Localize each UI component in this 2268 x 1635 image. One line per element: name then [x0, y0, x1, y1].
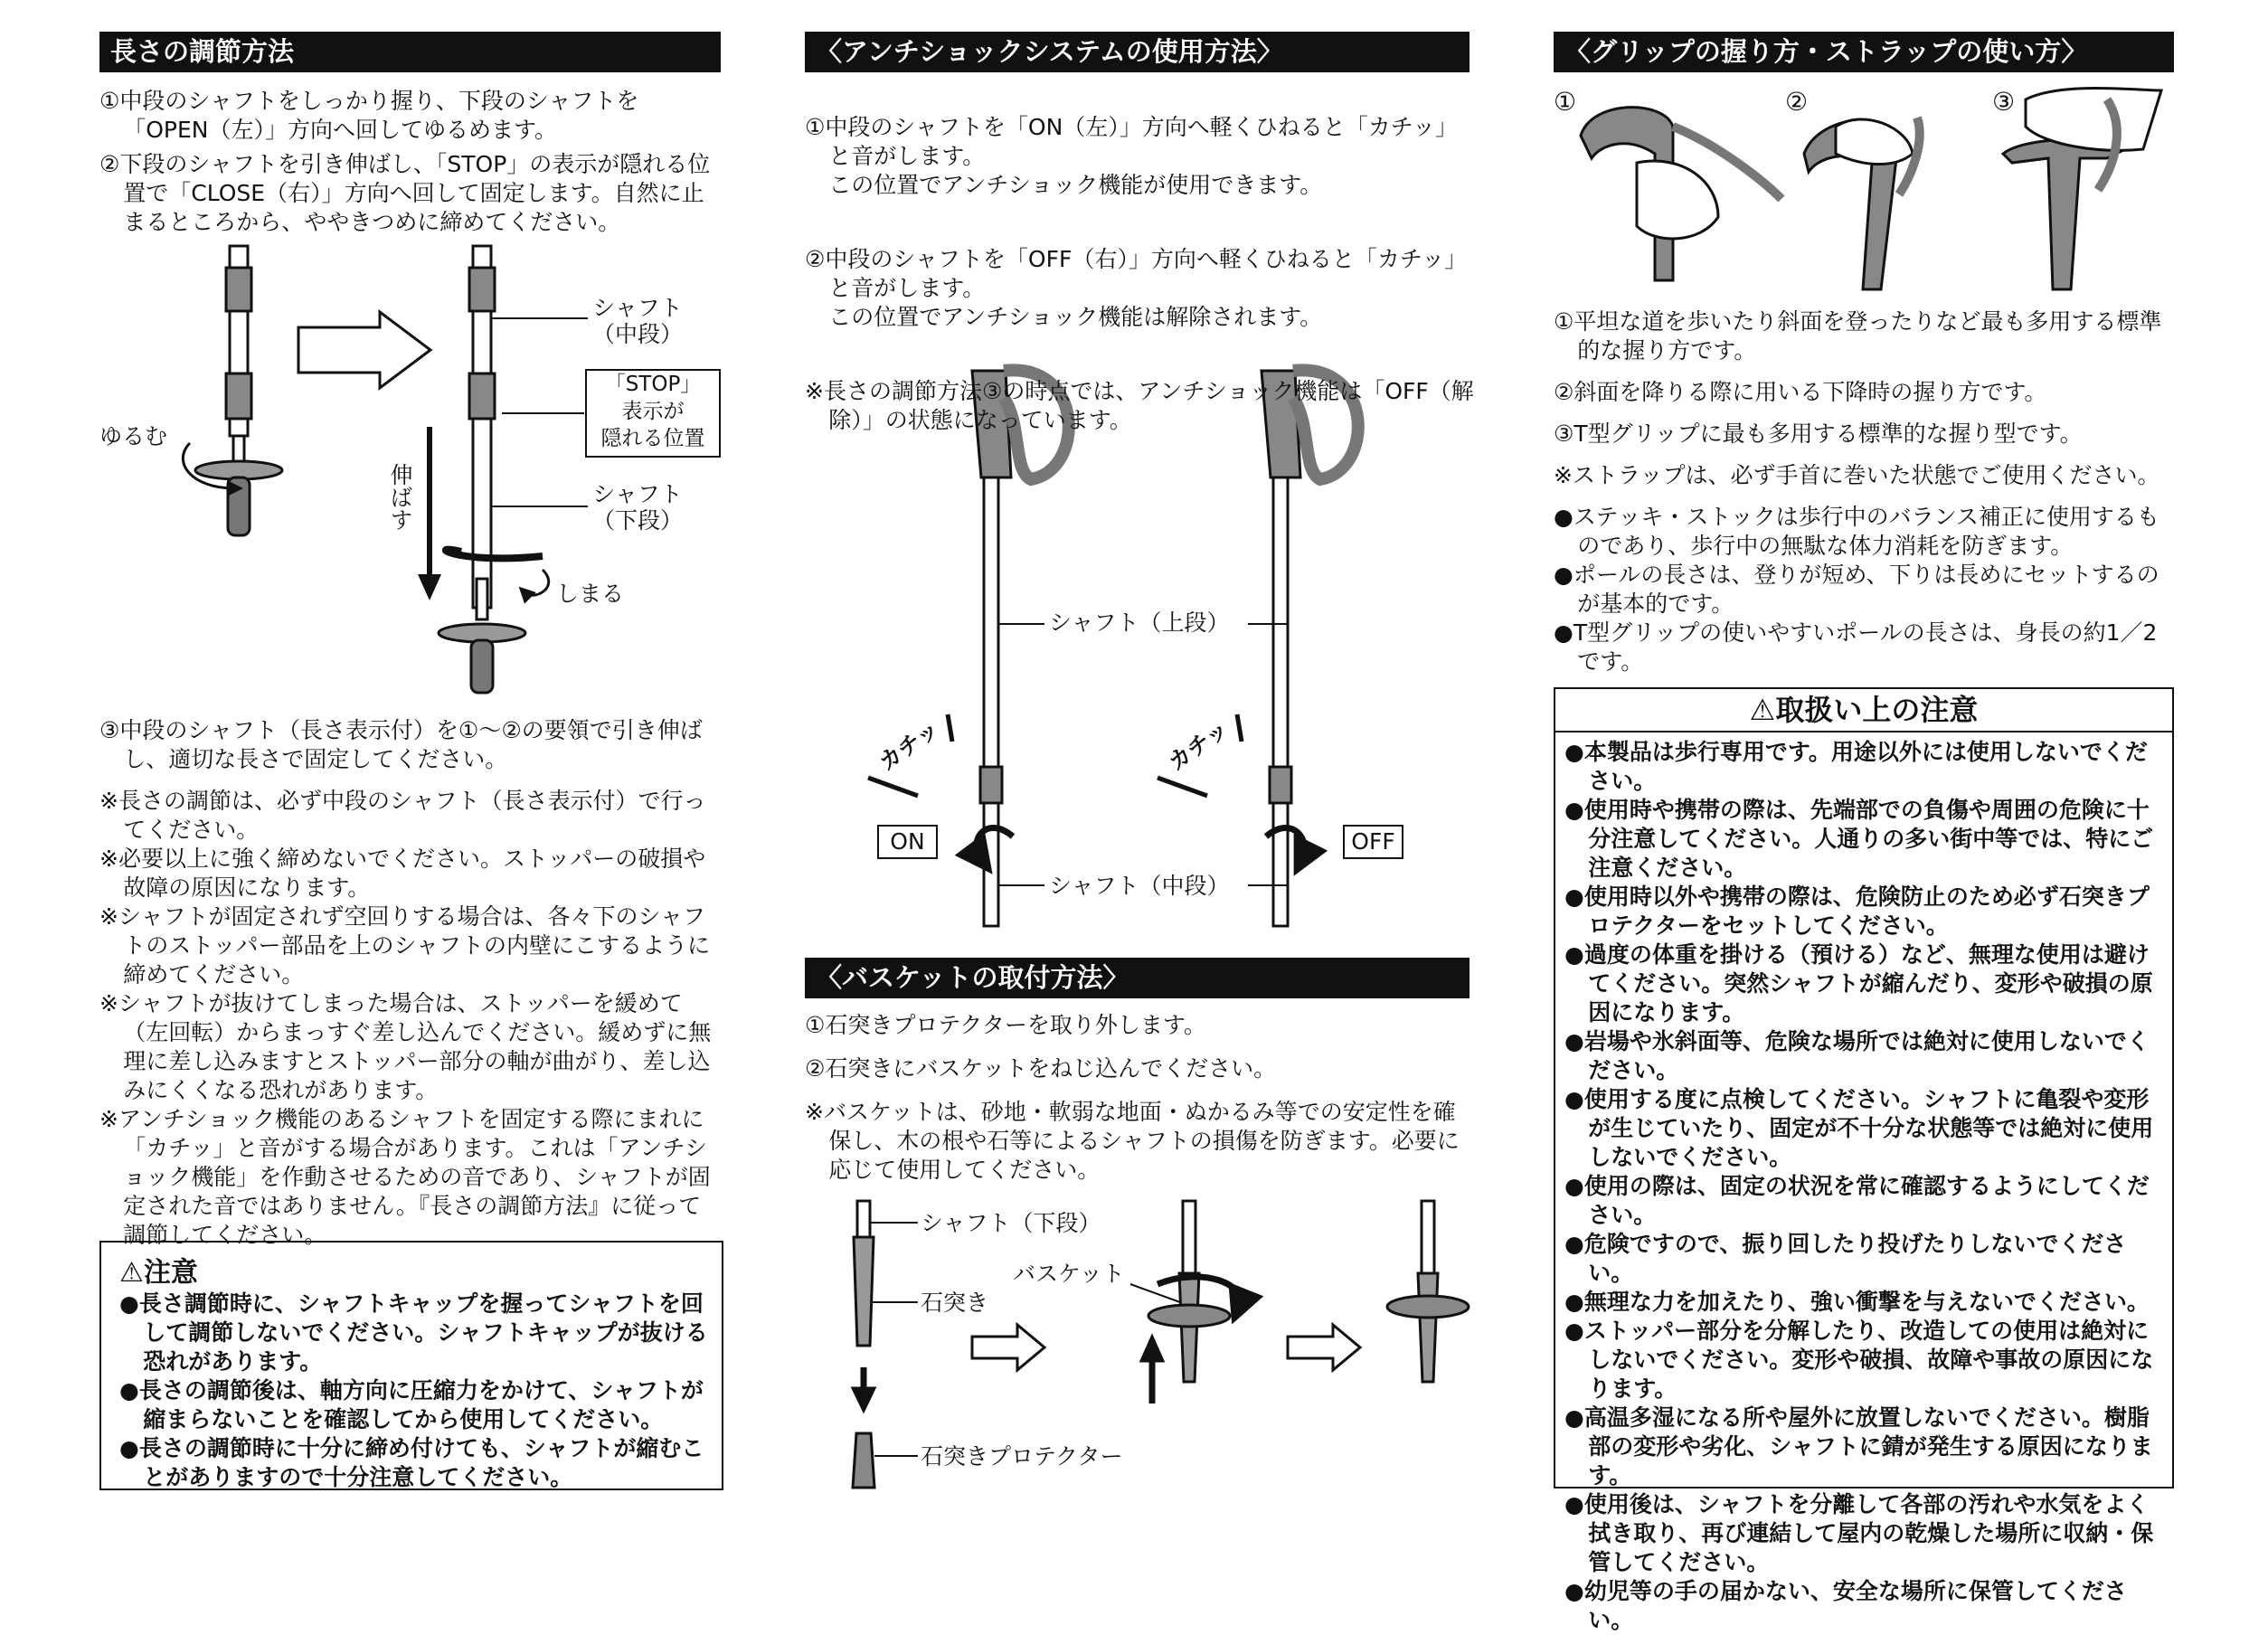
grip-item: ②斜面を降りる際に用いる下降時の握り方です。: [1554, 379, 2047, 405]
length-note: ※シャフトが抜けてしまった場合は、ストッパーを緩めて（左回転）からまっすぐ差し込んでください。緩めずに無理に差し込みますとストッパー部分の軸が曲がり、差し込みにくくなる恐れがあります。: [99, 990, 712, 1103]
basket-step-2: ②石突きにバスケットをねじ込んでください。: [805, 1055, 1277, 1082]
length-step-1: ①中段のシャフトをしっかり握り、下段のシャフトを「OPEN（左）」方向へ回してゆるめます。: [99, 88, 639, 143]
grip-illustration-2: [1804, 118, 1920, 289]
grip-item: ①平坦な道を歩いたり斜面を登ったりなど最も多用する標準的な握り方です。: [1554, 308, 2162, 364]
handling-item: ●高温多湿になる所や屋外に放置しないでください。樹脂部の変形や劣化、シャフトに錆が発生する原因になります。: [1564, 1404, 2153, 1489]
length-caution-box: [99, 1241, 723, 1490]
outline-arrow-right: [298, 312, 430, 388]
pole-loosen-illustration: [183, 246, 282, 535]
label-click-on: カチッ: [874, 715, 944, 776]
caution-item: ●長さ調節時に、シャフトキャップを握ってシャフトを回して調節しないでください。シャフトキャップが抜ける恐れがあります。: [119, 1290, 708, 1375]
caution-item: ●長さの調節時に十分に締め付けても、シャフトが縮むことがありますので十分注意してください。: [119, 1435, 704, 1490]
outline-arrow-right: [972, 1325, 1044, 1370]
grip-figure-number-2: ②: [1785, 87, 1809, 117]
length-note: ※長さの調節は、必ず中段のシャフト（長さ表示付）で行ってください。: [99, 788, 706, 843]
basket-header: 〈バスケットの取付方法〉: [805, 958, 1469, 998]
handling-caution-box: [1554, 687, 2174, 1633]
label-shaft-middle: シャフト （中段）: [592, 295, 684, 347]
label-tip: 石突き: [921, 1290, 989, 1316]
length-adjust-header: 長さの調節方法: [99, 32, 721, 72]
handling-item: ●岩場や氷斜面等、危険な場所では絶対に使用しないでください。: [1564, 1028, 2150, 1083]
label-extend: 伸ばす: [387, 463, 413, 531]
strap-note: ※ストラップは、必ず手首に巻いた状態でご使用ください。: [1554, 462, 2160, 488]
length-note: ※必要以上に強く締めないでください。ストッパーの破損や故障の原因になります。: [99, 846, 706, 901]
handling-item: ●使用時以外や携帯の際は、危険防止のため必ず石突きプロテクターをセットしてください。: [1564, 884, 2150, 939]
antishock-steps: [805, 84, 1474, 469]
off-label-box: OFF: [1343, 825, 1403, 859]
label-loosen: ゆるむ: [99, 423, 168, 449]
grip-header: 〈グリップの握り方・ストラップの使い方〉: [1554, 32, 2174, 72]
basket-step2-illustration: [1130, 1201, 1240, 1403]
label-shaft-lower: シャフト（下段）: [921, 1210, 1101, 1236]
basket-attached-illustration: [1387, 1201, 1469, 1382]
length-adjust-steps: [99, 87, 723, 242]
grip-instructions: [1554, 307, 2178, 676]
length-note: ※シャフトが固定されず空回りする場合は、各々下のシャフトのストッパー部品を上のシャフトの内壁にこするように締めてください。: [99, 903, 711, 988]
handling-item: ●使用する度に点検してください。シャフトに亀裂や変形が生じていたり、固定が不十分な状態等では絶対に使用しないでください。: [1564, 1086, 2154, 1170]
handling-item: ●無理な力を加えたり、強い衝撃を与えないでください。: [1564, 1289, 2150, 1315]
antishock-step-1: ①中段のシャフトを「ON（左）」方向へ軽くひねると「カチッ」と音がします。 この位置でアンチショック機能が使用できます。: [805, 114, 1459, 198]
grip-illustration-3: [2003, 89, 2161, 290]
stop-indicator-box: 「STOP」 表示が 隠れる位置: [585, 369, 721, 458]
length-notes: [99, 716, 723, 1250]
label-shaft-upper: シャフト（上段）: [1049, 610, 1230, 636]
basket-steps: [805, 1011, 1474, 1190]
length-step-3: ③中段のシャフト（長さ表示付）を①～②の要領で引き伸ばし、適切な長さで固定してください。: [99, 717, 703, 772]
grip-bullet: ●T型グリップの使いやすいポールの長さは、身長の約1／2です。: [1554, 619, 2158, 675]
label-shaft-middle: シャフト（中段）: [1049, 873, 1230, 899]
basket-note: ※バスケットは、砂地・軟弱な地面・ぬかるみ等での安定性を確保し、木の根や石等によるシャフトの損傷を防ぎます。必要に応じて使用してください。: [805, 1099, 1460, 1183]
handling-item: ●使用の際は、固定の状況を常に確認するようにしてください。: [1564, 1173, 2150, 1228]
basket-step1-illustration: [853, 1201, 918, 1488]
grip-bullet: ●ステッキ・ストックは歩行中のバランス補正に使用するものであり、歩行中の無駄な体力消耗を防ぎます。: [1554, 504, 2159, 559]
label-click-off: カチッ: [1163, 715, 1233, 776]
handling-item: ●使用時や携帯の際は、先端部での負傷や周囲の危険に十分注意してください。人通りの多い街中等では、特にご注意ください。: [1564, 797, 2154, 881]
arrow-down-extend: [418, 427, 441, 600]
caution-title: ⚠注意: [119, 1257, 198, 1289]
handling-item: ●過度の体重を掛ける（預ける）など、無理な使用は避けてください。突然シャフトが縮んだり、変形や破損の原因になります。: [1564, 941, 2153, 1025]
handling-caution-title: ⚠取扱い上の注意: [1555, 689, 2172, 732]
grip-illustration-1: [1581, 108, 1781, 280]
handling-item: ●本製品は歩行専用です。用途以外には使用しないでください。: [1564, 739, 2148, 794]
handling-item: ●ストッパー部分を分解したり、改造しての使用は絶対にしないでください。変形や破損、故障や事故の原因になります。: [1564, 1318, 2154, 1402]
grip-bullet: ●ポールの長さは、登りが短め、下りは長めにセットするのが基本的です。: [1554, 562, 2159, 617]
grip-figure-number-1: ①: [1554, 87, 1577, 117]
label-tip-protector: 石突きプロテクター: [921, 1443, 1123, 1470]
label-shaft-lower: シャフト （下段）: [592, 481, 684, 534]
antishock-step-2: ②中段のシャフトを「OFF（右）」方向へ軽くひねると「カチッ」と音がします。 この位置でアンチショック機能は解除されます。: [805, 246, 1468, 330]
grip-figure-number-3: ③: [1992, 87, 2016, 117]
basket-step-1: ①石突きプロテクターを取り外します。: [805, 1012, 1206, 1038]
outline-arrow-right: [1288, 1325, 1360, 1370]
length-note: ※アンチショック機能のあるシャフトを固定する際にまれに「カチッ」と音がする場合があります。これは「アンチショック機能」を作動させるための音であり、シャフトが固定された音ではありません。『長さの調節方法』に従って調節してください。: [99, 1106, 711, 1248]
label-basket: バスケット: [1013, 1261, 1125, 1287]
handling-item: ●幼児等の手の届かない、安全な場所に保管してください。: [1564, 1578, 2127, 1633]
label-tighten: しまる: [556, 581, 625, 607]
on-label-box: ON: [877, 825, 938, 859]
grip-item: ③T型グリップに最も多用する標準的な握り型です。: [1554, 421, 2083, 447]
pole-extended-illustration: [439, 246, 588, 693]
antishock-header: 〈アンチショックシステムの使用方法〉: [805, 32, 1469, 72]
handling-item: ●使用後は、シャフトを分離して各部の汚れや水気をよく拭き取り、再び連結して屋内の乾燥した場所に収納・保管してください。: [1564, 1491, 2154, 1575]
caution-item: ●長さの調節後は、軸方向に圧縮力をかけて、シャフトが縮まらないことを確認してから使用してください。: [119, 1377, 704, 1432]
length-step-2: ②下段のシャフトを引き伸ばし、「STOP」の表示が隠れる位置で「CLOSE（右）」方向へ回して固定します。自然に止まるところから、ややきつめに締めてください。: [99, 151, 711, 235]
antishock-note: ※長さの調節方法③の時点では、アンチショック機能は「OFF（解除）」の状態になっています。: [805, 378, 1474, 433]
handling-item: ●危険ですので、振り回したり投げたりしないでください。: [1564, 1231, 2127, 1286]
